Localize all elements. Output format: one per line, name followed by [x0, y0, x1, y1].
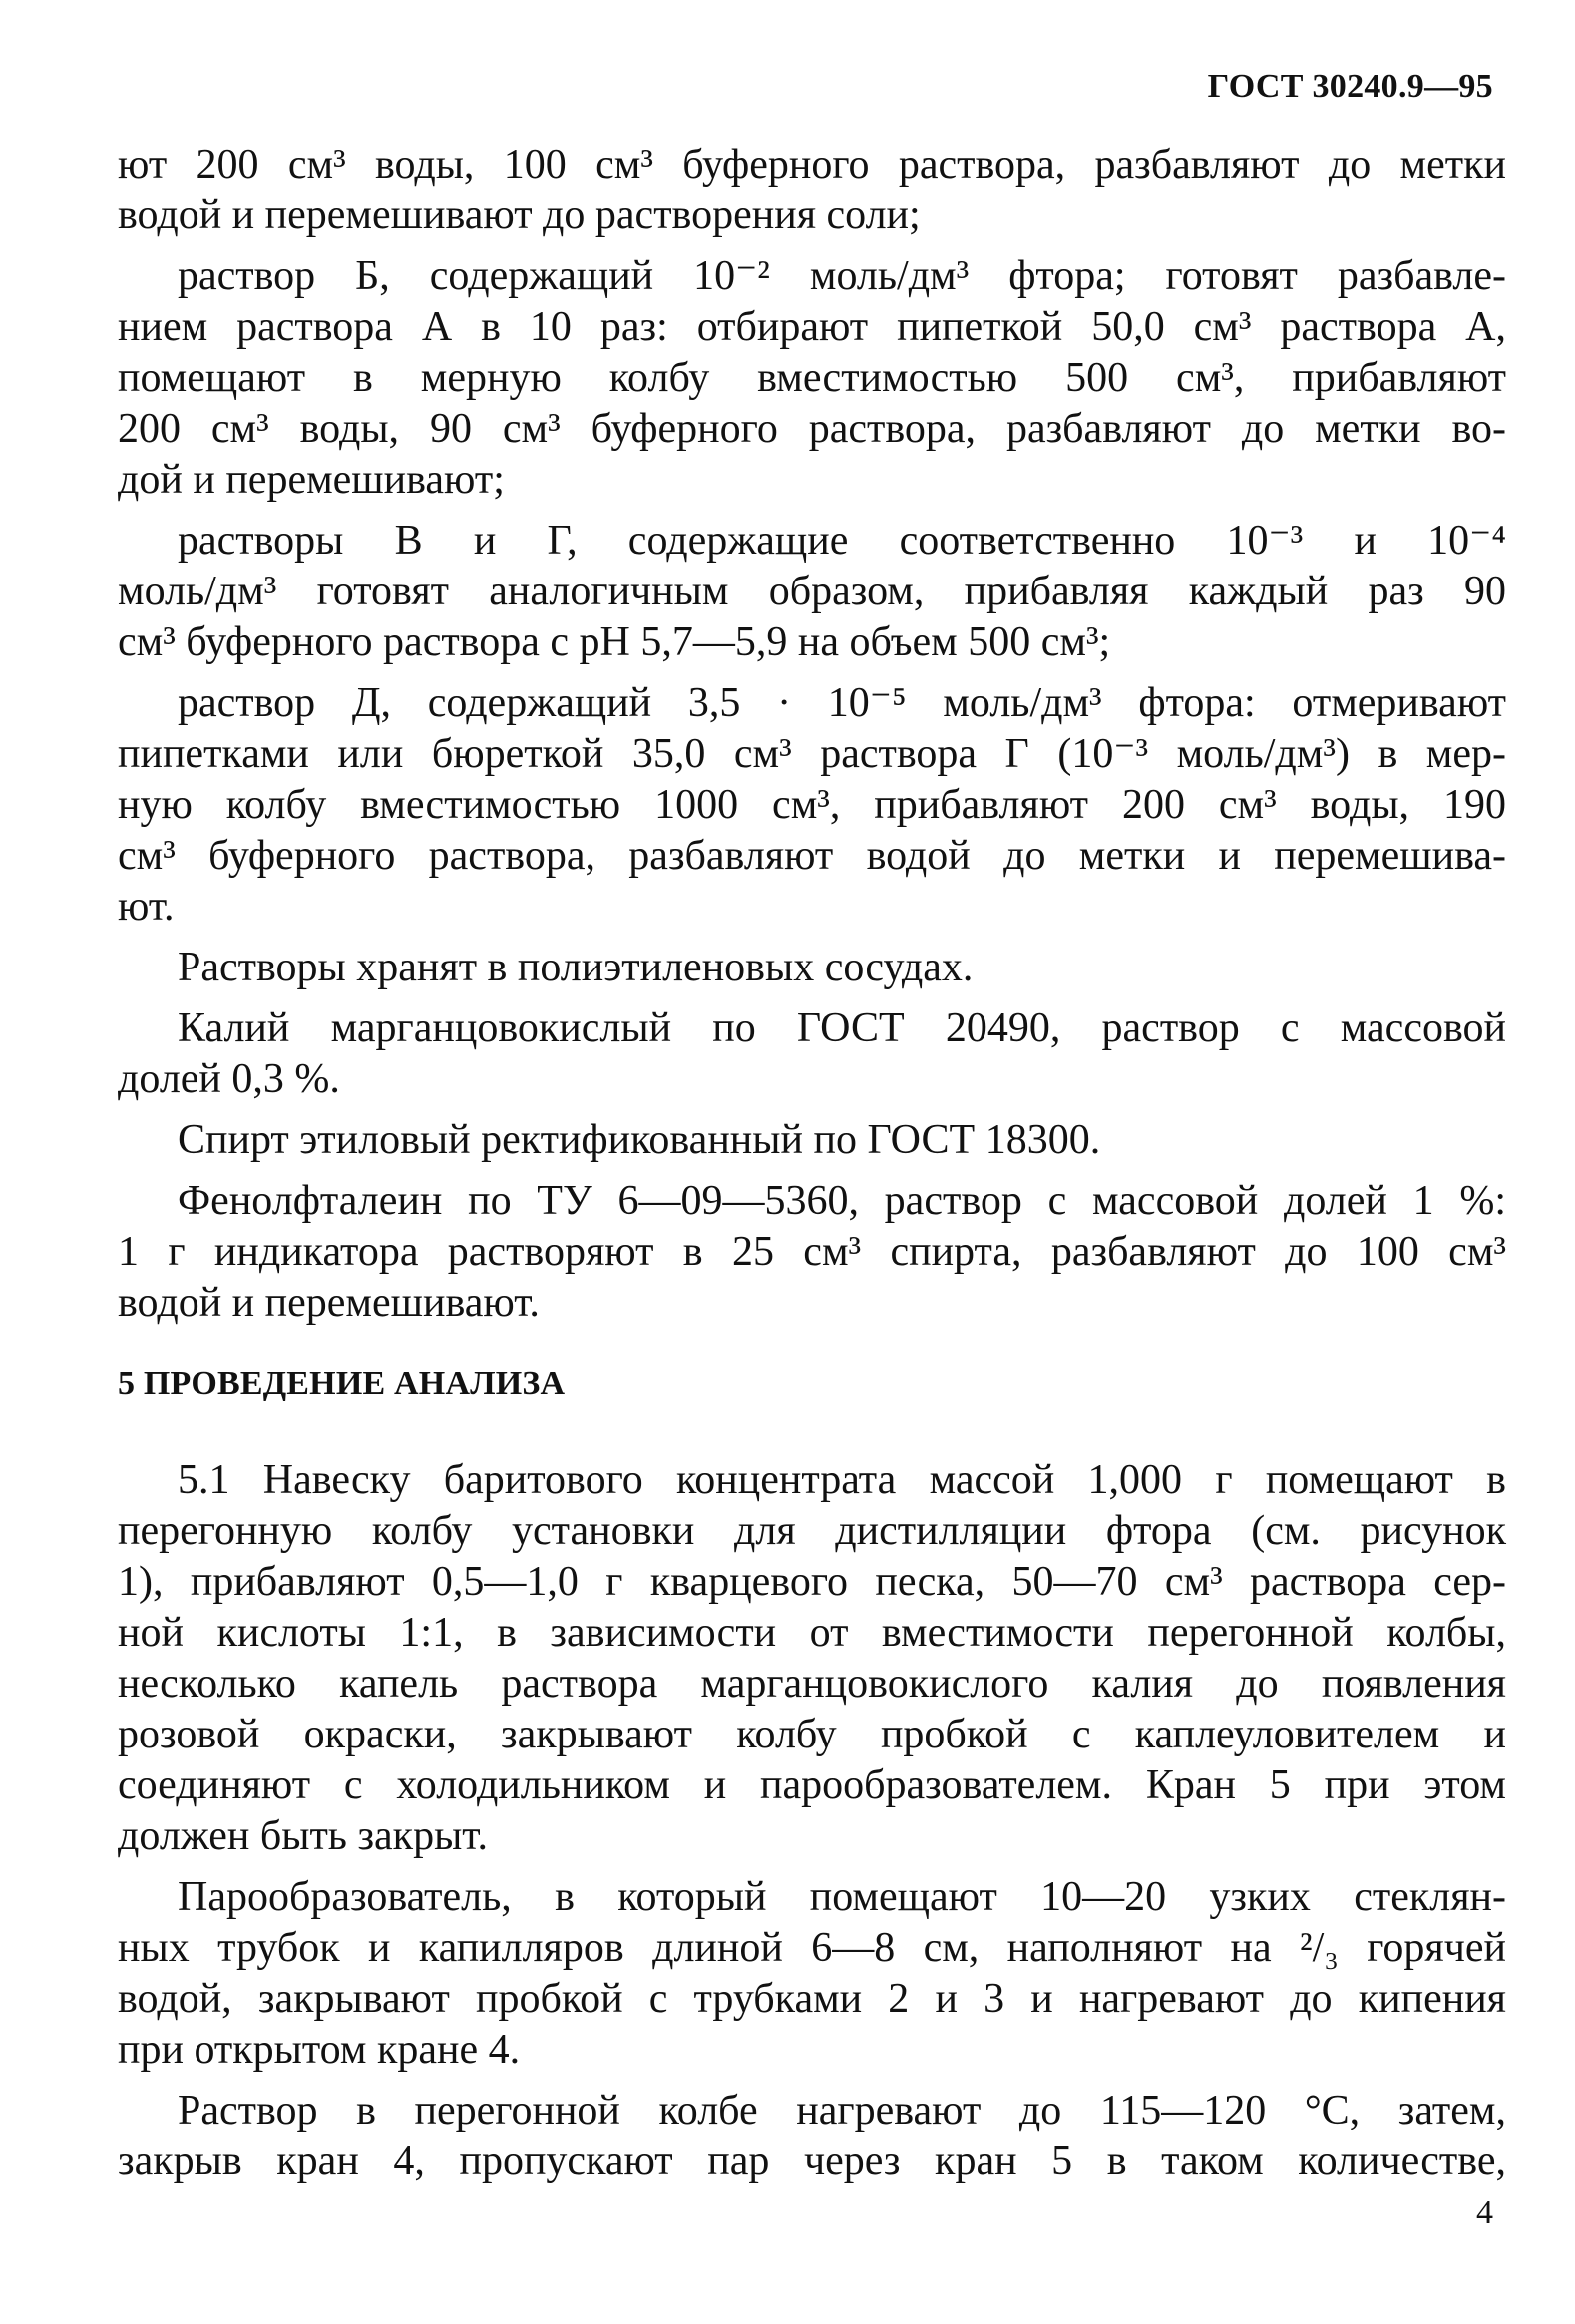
text-line: должен быть закрыт. [118, 1813, 489, 1859]
text-line: раствор Б, содержащий 10⁻² моль/дм³ фтора; готовят разбавле- [178, 253, 1506, 299]
text-line: водой, закрывают пробкой с трубками 2 и 3 и нагревают до кипения [118, 1976, 1506, 2022]
text-line: соединяют с холодильником и парообразователем. Кран 5 при этом [118, 1762, 1506, 1808]
text-line: ют. [118, 884, 175, 930]
text-line: Раствор в перегонной колбе нагревают до 115—120 °С, затем, [178, 2088, 1506, 2133]
text-line: дой и перемешивают; [118, 457, 505, 503]
paragraph [118, 1176, 1506, 1329]
text-line: растворы В и Г, содержащие соответственно 10⁻³ и 10⁻⁴ [178, 518, 1506, 564]
text-line: 1 г индикатора растворяют в 25 см³ спирта, разбавляют до 100 см³ [118, 1229, 1506, 1275]
text-line: Калий марганцовокислый по ГОСТ 20490, раствор с массовой [178, 1005, 1506, 1051]
paragraph [118, 678, 1506, 933]
text-line: 1), прибавляют 0,5—1,0 г кварцевого песка, 50—70 см³ раствора сер- [118, 1559, 1506, 1605]
paragraphs-bottom-group [118, 1455, 1506, 2187]
text-line: нием раствора А в 10 раз: отбирают пипеткой 50,0 см³ раствора А, [118, 304, 1506, 350]
text-line: водой и перемешивают до растворения соли; [118, 193, 921, 238]
text-line: 5.1 Навеску баритового концентрата массой 1,000 г помещают в [178, 1457, 1506, 1503]
text-line: Парообразователь, в который помещают 10—20 узких стеклян- [178, 1874, 1506, 1920]
text-line: см³ буферного раствора, разбавляют водой до метки и перемешива- [118, 833, 1506, 879]
text-line: раствор Д, содержащий 3,5 · 10⁻⁵ моль/дм³ фтора: отмеривают [178, 680, 1506, 726]
text-line: Растворы хранят в полиэтиленовых сосудах. [178, 945, 974, 990]
paragraph [118, 2086, 1506, 2187]
text-line: несколько капель раствора марганцовокислого калия до появления [118, 1661, 1506, 1707]
paragraph [118, 1872, 1506, 2076]
paragraph [118, 140, 1506, 241]
document-code-header: ГОСТ 30240.9—95 [1207, 68, 1493, 105]
text-line: ной кислоты 1:1, в зависимости от вместимости перегонной колбы, [118, 1610, 1506, 1656]
document-body [118, 140, 1506, 2197]
text-line: закрыв кран 4, пропускают пар через кран 5 в таком количестве, [118, 2138, 1506, 2184]
text-line: помещают в мерную колбу вместимостью 500 см³, прибавляют [118, 355, 1506, 401]
text-line: пипетками или бюреткой 35,0 см³ раствора Г (10⁻³ моль/дм³) в мер- [118, 731, 1506, 777]
section-title: 5 ПРОВЕДЕНИЕ АНАЛИЗА [118, 1365, 566, 1402]
paragraphs-top-group [118, 140, 1506, 1329]
text-line: ных трубок и капилляров длиной 6—8 см, наполняют на ²/₃ горячей [118, 1925, 1506, 1971]
text-line: Спирт этиловый ректификованный по ГОСТ 18300. [178, 1117, 1101, 1163]
text-line: водой и перемешивают. [118, 1280, 540, 1326]
text-line: долей 0,3 %. [118, 1056, 340, 1102]
text-line: ют 200 см³ воды, 100 см³ буферного раствора, разбавляют до метки [118, 142, 1506, 188]
text-line: перегонную колбу установки для дистилляции фтора (см. рисунок [118, 1508, 1506, 1554]
paragraph [118, 1115, 1506, 1166]
text-line: при открытом кране 4. [118, 2027, 521, 2073]
text-line: розовой окраски, закрывают колбу пробкой с каплеуловителем и [118, 1712, 1506, 1757]
text-line: 200 см³ воды, 90 см³ буферного раствора, разбавляют до метки во- [118, 406, 1506, 452]
paragraph [118, 1455, 1506, 1862]
text-line: ную колбу вместимостью 1000 см³, прибавляют 200 см³ воды, 190 [118, 782, 1506, 828]
paragraph [118, 943, 1506, 993]
text-line: моль/дм³ готовят аналогичным образом, прибавляя каждый раз 90 [118, 569, 1506, 614]
paragraph [118, 1003, 1506, 1105]
paragraph [118, 251, 1506, 506]
page-number: 4 [1476, 2194, 1493, 2231]
text-line: см³ буферного раствора с рН 5,7—5,9 на объем 500 см³; [118, 619, 1111, 665]
text-line: Фенолфталеин по ТУ 6—09—5360, раствор с массовой долей 1 %: [178, 1178, 1506, 1224]
paragraph [118, 516, 1506, 668]
